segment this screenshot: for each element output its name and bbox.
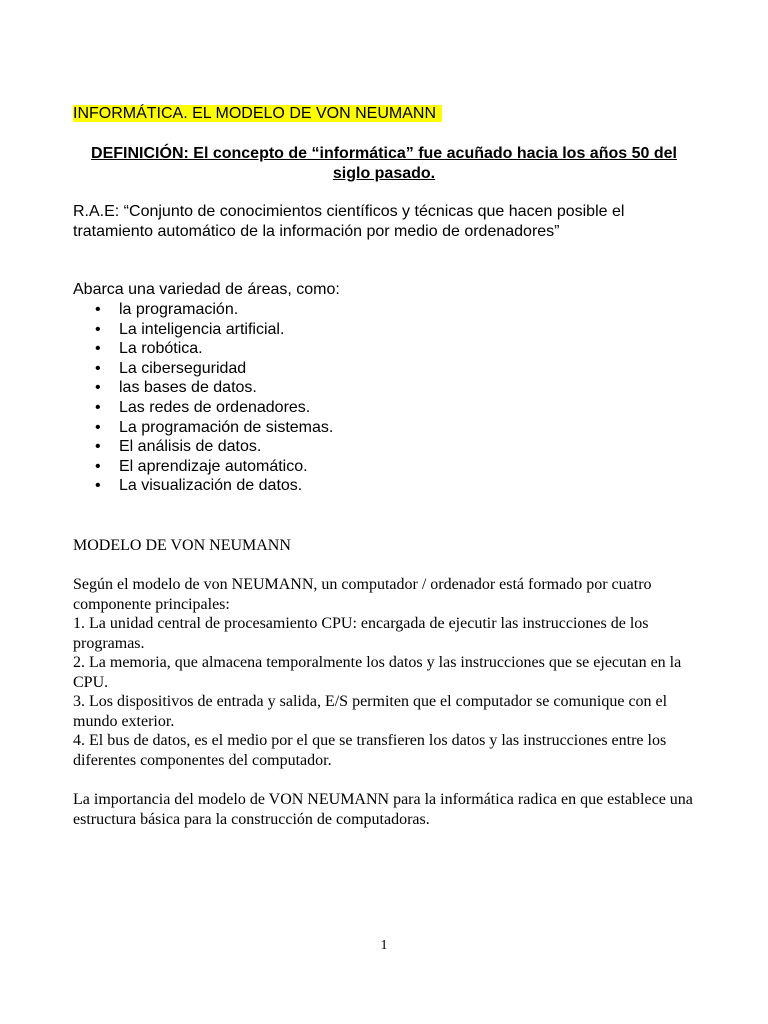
bullet-icon: • bbox=[95, 379, 101, 397]
model-intro-paragraph: Según el modelo de von NEUMANN, un computador / ordenador está formado por cuatro componente principales: bbox=[73, 576, 652, 613]
bullet-icon: • bbox=[95, 301, 101, 318]
list-item-text: La visualización de datos. bbox=[119, 477, 303, 495]
list-item-text: La programación de sistemas. bbox=[119, 418, 334, 436]
areas-list bbox=[73, 300, 333, 496]
areas-intro: Abarca una variedad de áreas, como: bbox=[73, 281, 340, 298]
list-item-text: las bases de datos. bbox=[119, 379, 257, 397]
list-item-text: La inteligencia artificial. bbox=[119, 320, 285, 338]
list-item bbox=[73, 418, 333, 438]
model-component-cpu: 1. La unidad central de procesamiento CPU: encargada de ejecutir las instrucciones de los programas. bbox=[73, 615, 649, 652]
list-item bbox=[73, 300, 333, 320]
bullet-icon: • bbox=[95, 320, 101, 338]
list-item bbox=[73, 437, 333, 457]
bullet-icon: • bbox=[95, 477, 101, 495]
definition-heading: DEFINICIÓN: El concepto de “informática” fue acuñado hacia los años 50 del siglo pasado. bbox=[91, 145, 677, 182]
list-item bbox=[73, 320, 333, 340]
model-component-bus: 4. El bus de datos, es el medio por el que se transfieren los datos y las instrucciones entre los diferentes componentes del computador. bbox=[73, 732, 667, 769]
document-title-text: INFORMÁTICA. EL MODELO DE VON NEUMANN bbox=[73, 105, 442, 122]
list-item bbox=[73, 378, 333, 398]
rae-definition: R.A.E: “Conjunto de conocimientos científicos y técnicas que hacen posible el tratamiento automático de la información por medio de ordenadores” bbox=[73, 203, 625, 240]
document-title bbox=[73, 104, 442, 124]
list-item bbox=[73, 476, 333, 496]
list-item-text: Las redes de ordenadores. bbox=[119, 398, 311, 416]
bullet-icon: • bbox=[95, 340, 101, 358]
bullet-icon: • bbox=[95, 359, 101, 377]
model-section-heading: MODELO DE VON NEUMANN bbox=[73, 537, 291, 554]
bullet-icon: • bbox=[95, 418, 101, 436]
list-item-text: El análisis de datos. bbox=[119, 438, 262, 456]
list-item-text: El aprendizaje automático. bbox=[119, 457, 308, 475]
list-item-text: la programación. bbox=[119, 301, 239, 318]
bullet-icon: • bbox=[95, 457, 101, 475]
model-component-memory: 2. La memoria, que almacena temporalmente los datos y las instrucciones que se ejecutan en la CPU. bbox=[73, 654, 682, 691]
list-item bbox=[73, 398, 333, 418]
list-item bbox=[73, 457, 333, 477]
page-number: 1 bbox=[380, 938, 388, 953]
model-description bbox=[73, 575, 693, 770]
list-item bbox=[73, 359, 333, 379]
model-component-io: 3. Los dispositivos de entrada y salida, E/S permiten que el computador se comunique con el mundo exterior. bbox=[73, 693, 668, 730]
list-item-text: La robótica. bbox=[119, 340, 203, 358]
list-item-text: La ciberseguridad bbox=[119, 359, 247, 377]
importance-paragraph: La importancia del modelo de VON NEUMANN para la informática radica en que establece una estructura básica para la construcción de computadoras. bbox=[73, 791, 693, 828]
list-item bbox=[73, 339, 333, 359]
bullet-icon: • bbox=[95, 438, 101, 456]
bullet-icon: • bbox=[95, 398, 101, 416]
